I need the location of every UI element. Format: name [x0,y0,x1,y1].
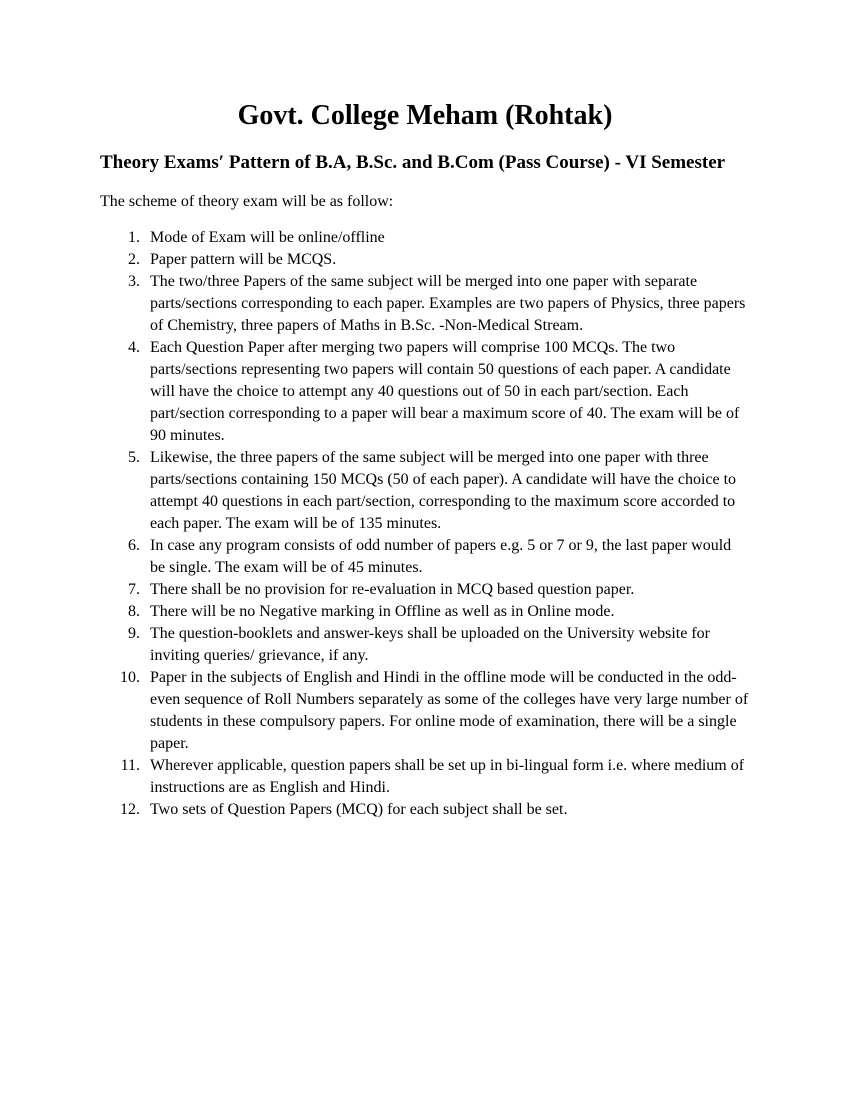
list-item [100,447,750,535]
list-item [100,799,750,821]
list-item [100,579,750,601]
list-item-text: Paper in the subjects of English and Hindi in the offline mode will be conducted in the odd-even sequence of Roll Numbers separately as some of the colleges have very large number of students in these compulsory papers. For online mode of examination, there will be a single paper. [150,669,749,752]
rules-list [100,227,750,821]
list-item-number: 2. [128,251,140,268]
list-item-text: In case any program consists of odd number of papers e.g. 5 or 7 or 9, the last paper would be single. The exam will be of 45 minutes. [150,537,732,576]
list-item [100,249,750,271]
list-item-number: 1. [128,229,140,246]
list-item-text: Likewise, the three papers of the same subject will be merged into one paper with three parts/sections containing 150 MCQs (50 of each paper). A candidate will have the choice to attempt 40 questions in each part/section, corresponding to the maximum score accorded to each paper. The exam will be of 135 minutes. [150,449,737,532]
list-item-number: 9. [128,625,140,642]
list-item [100,271,750,337]
list-item-number: 10. [120,669,140,686]
list-item-text: Wherever applicable, question papers shall be set up in bi-lingual form i.e. where medium of instructions are as English and Hindi. [150,757,745,796]
list-item-number: 4. [128,339,140,356]
list-item-text: There will be no Negative marking in Offline as well as in Online mode. [150,603,615,620]
list-item [100,601,750,623]
list-item-text: The two/three Papers of the same subject will be merged into one paper with separate parts/sections corresponding to each paper. Examples are two papers of Physics, three papers of Chemistry, three papers of Maths in B.Sc. -Non-Medical Stream. [150,273,746,334]
intro-text: The scheme of theory exam will be as follow: [100,193,394,210]
list-item-number: 12. [120,801,140,818]
list-item [100,667,750,755]
list-item-number: 8. [128,603,140,620]
list-item [100,623,750,667]
list-item [100,755,750,799]
list-item-text: The question-booklets and answer-keys shall be uploaded on the University website for inviting queries/ grievance, if any. [150,625,710,664]
list-item [100,337,750,447]
list-item-number: 3. [128,273,140,290]
list-item-number: 5. [128,449,140,466]
list-item [100,535,750,579]
page-subtitle: Theory Exams′ Pattern of B.A, B.Sc. and B.Com (Pass Course) - VI Semester [100,152,726,173]
list-item-text: Paper pattern will be MCQS. [150,251,337,268]
list-item-text: Two sets of Question Papers (MCQ) for each subject shall be set. [150,801,568,818]
list-item-text: Mode of Exam will be online/offline [150,229,385,246]
list-item-text: Each Question Paper after merging two papers will comprise 100 MCQs. The two parts/sections representing two papers will contain 50 questions of each paper. A candidate will have the choice to attempt any 40 questions out of 50 in each part/section. Each part/section corresponding to a paper will bear a maximum score of 40. The exam will be of 90 minutes. [150,339,740,444]
list-item [100,227,750,249]
list-item-text: There shall be no provision for re-evaluation in MCQ based question paper. [150,581,635,598]
list-item-number: 7. [128,581,140,598]
list-item-number: 11. [120,757,140,774]
list-item-number: 6. [128,537,140,554]
page-title: Govt. College Meham (Rohtak) [237,100,613,131]
